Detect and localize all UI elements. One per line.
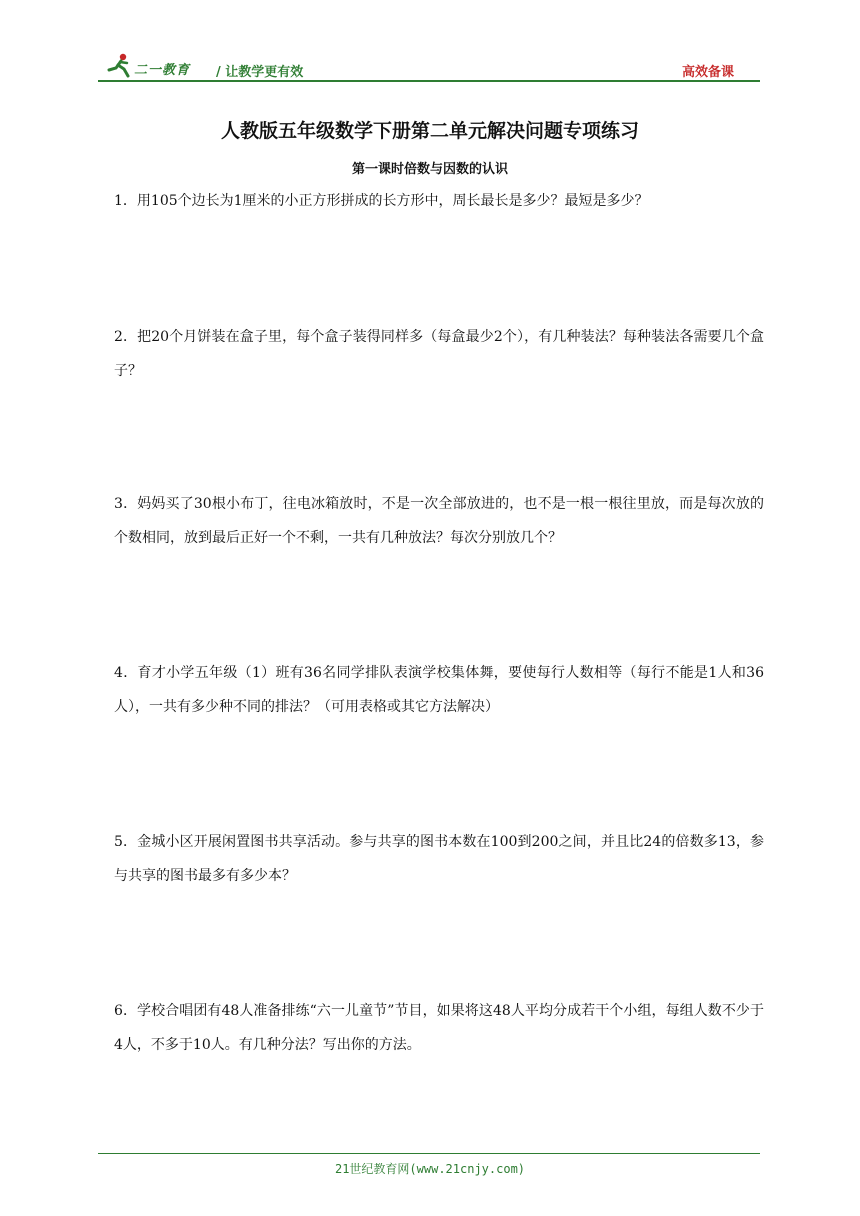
footer-divider (98, 1153, 760, 1154)
question-5: 5．金城小区开展闲置图书共享活动。参与共享的图书本数在100到200之间，并且比24的倍数多13，参与共享的图书最多有多少本？ (114, 834, 764, 884)
question-1: 1．用105个边长为1厘米的小正方形拼成的长方形中，周长最长是多少？最短是多少？ (114, 193, 649, 209)
runner-logo-icon (104, 52, 134, 78)
document-title: 人教版五年级数学下册第二单元解决问题专项练习 (220, 120, 639, 142)
page-header (98, 52, 760, 82)
header-badge: 高效备课 (681, 65, 734, 80)
logo (104, 52, 212, 80)
header-divider (98, 80, 760, 82)
lesson-subtitle: 第一课时倍数与因数的认识 (351, 162, 508, 177)
question-3: 3．妈妈买了30根小布丁，往电冰箱放时，不是一次全部放进的，也不是一根一根往里放，而是每次放的个数相同，放到最后正好一个不剩，一共有几种放法？每次分别放几个？ (114, 496, 764, 546)
question-4: 4．育才小学五年级（1）班有36名同学排队表演学校集体舞，要使每行人数相等（每行不能是1人和36人），一共有多少种不同的排法？（可用表格或其它方法解决） (114, 665, 764, 715)
header-slogan: / 让教学更有效 (216, 65, 304, 80)
question-6: 6．学校合唱团有48人准备排练“六一儿童节”节目，如果将这48人平均分成若干个小组，每组人数不少于4人，不多于10人。有几种分法？写出你的方法。 (114, 1003, 764, 1053)
logo-text: 二一教育 (134, 63, 191, 78)
footer-link[interactable]: 21世纪教育网(www.21cnjy.com) (334, 1162, 526, 1176)
question-2: 2．把20个月饼装在盒子里，每个盒子装得同样多（每盒最少2个），有几种装法？每种装法各需要几个盒子？ (114, 329, 764, 379)
